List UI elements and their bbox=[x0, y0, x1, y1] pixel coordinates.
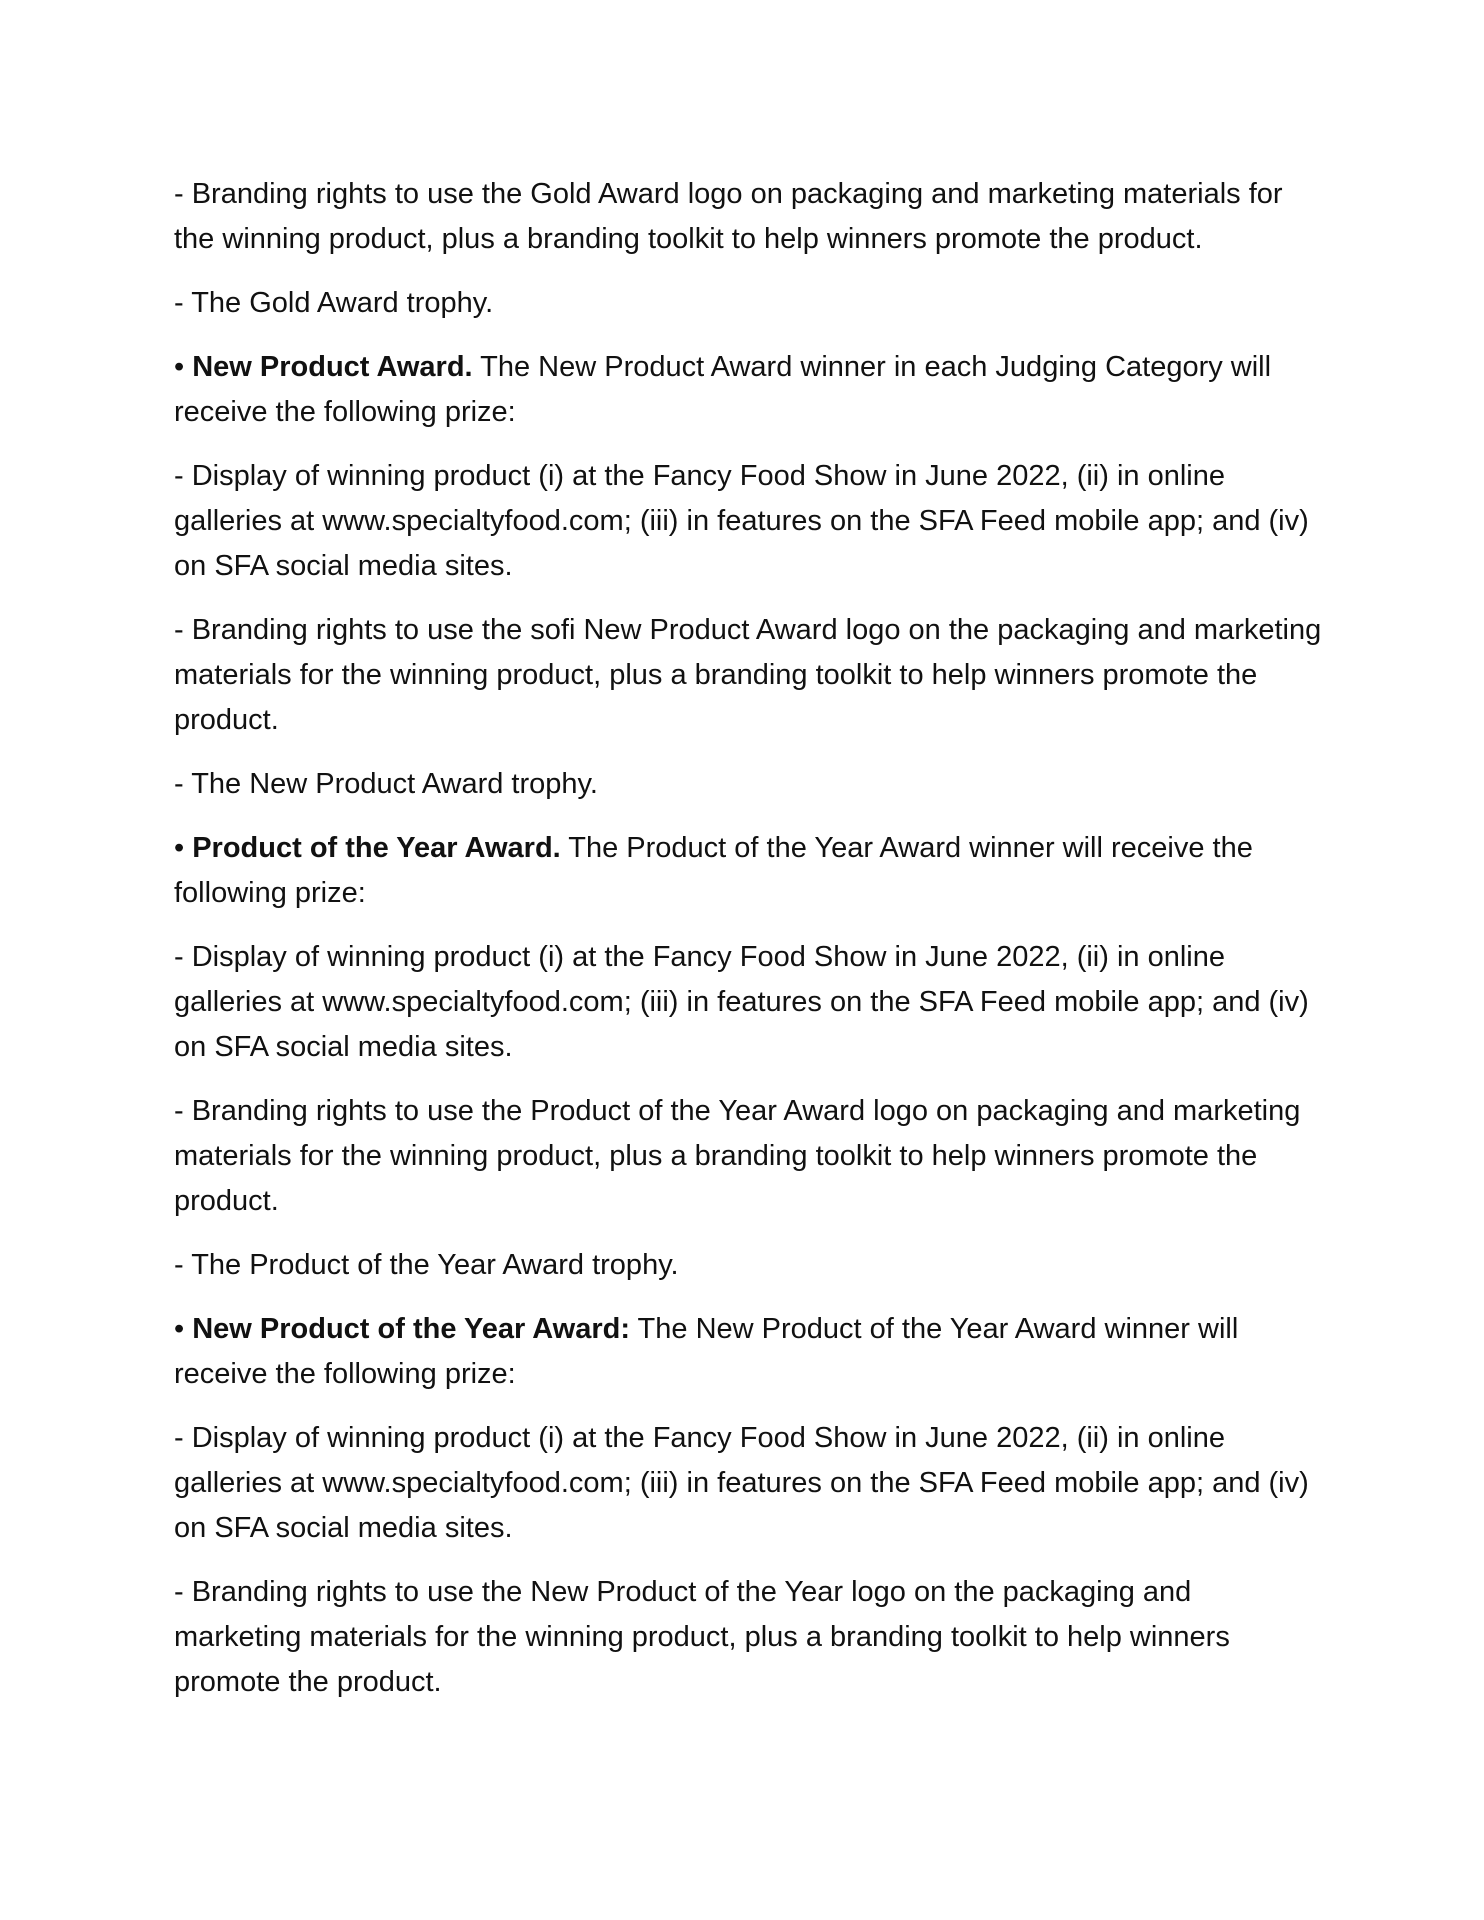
paragraph-text: The New Product Award winner in each Judging Category will receive the following prize: bbox=[174, 351, 1272, 428]
award-heading: Product of the Year Award. bbox=[192, 832, 561, 864]
paragraph-new-product-of-year-display bbox=[174, 1416, 1324, 1551]
paragraph-product-of-year-trophy bbox=[174, 1243, 1324, 1288]
paragraph-text: - Display of winning product (i) at the Fancy Food Show in June 2022, (ii) in online galleries at www.specialtyfood.com; (iii) in features on the SFA Feed mobile app; and (iv) on SFA social media sites. bbox=[174, 1422, 1309, 1544]
paragraph-product-of-year-award bbox=[174, 826, 1324, 916]
bullet-marker: • bbox=[174, 832, 185, 864]
award-heading: New Product of the Year Award: bbox=[192, 1313, 631, 1345]
paragraph-text: The New Product of the Year Award winner will receive the following prize: bbox=[174, 1313, 1239, 1390]
paragraph-text: - The Gold Award trophy. bbox=[174, 287, 494, 319]
paragraph-new-product-display bbox=[174, 454, 1324, 589]
paragraph-product-of-year-display bbox=[174, 935, 1324, 1070]
paragraph-new-product-branding bbox=[174, 608, 1324, 743]
paragraph-new-product-award bbox=[174, 345, 1324, 435]
paragraph-product-of-year-branding bbox=[174, 1089, 1324, 1224]
paragraph-new-product-trophy bbox=[174, 762, 1324, 807]
bullet-marker: • bbox=[174, 1313, 185, 1345]
bullet-marker: • bbox=[174, 351, 185, 383]
paragraph-text: - The Product of the Year Award trophy. bbox=[174, 1249, 679, 1281]
paragraph-text: - The New Product Award trophy. bbox=[174, 768, 598, 800]
paragraph-text: - Display of winning product (i) at the Fancy Food Show in June 2022, (ii) in online galleries at www.specialtyfood.com; (iii) in features on the SFA Feed mobile app; and (iv) on SFA social media sites. bbox=[174, 941, 1309, 1063]
paragraph-text: - Branding rights to use the New Product of the Year logo on the packaging and marketing materials for the winning product, plus a branding toolkit to help winners promote the product. bbox=[174, 1576, 1230, 1698]
paragraph-text: The Product of the Year Award winner will receive the following prize: bbox=[174, 832, 1253, 909]
paragraph-gold-branding bbox=[174, 172, 1324, 262]
document-page bbox=[174, 172, 1324, 1724]
award-heading: New Product Award. bbox=[192, 351, 473, 383]
paragraph-new-product-of-year-branding bbox=[174, 1570, 1324, 1705]
paragraph-text: - Display of winning product (i) at the Fancy Food Show in June 2022, (ii) in online galleries at www.specialtyfood.com; (iii) in features on the SFA Feed mobile app; and (iv) on SFA social media sites. bbox=[174, 460, 1309, 582]
paragraph-new-product-of-year-award bbox=[174, 1307, 1324, 1397]
paragraph-text: - Branding rights to use the sofi New Product Award logo on the packaging and marketing materials for the winning product, plus a branding toolkit to help winners promote the product. bbox=[174, 614, 1322, 736]
paragraph-gold-trophy bbox=[174, 281, 1324, 326]
paragraph-text: - Branding rights to use the Product of the Year Award logo on packaging and marketing materials for the winning product, plus a branding toolkit to help winners promote the product. bbox=[174, 1095, 1301, 1217]
paragraph-text: - Branding rights to use the Gold Award logo on packaging and marketing materials for the winning product, plus a branding toolkit to help winners promote the product. bbox=[174, 178, 1283, 255]
